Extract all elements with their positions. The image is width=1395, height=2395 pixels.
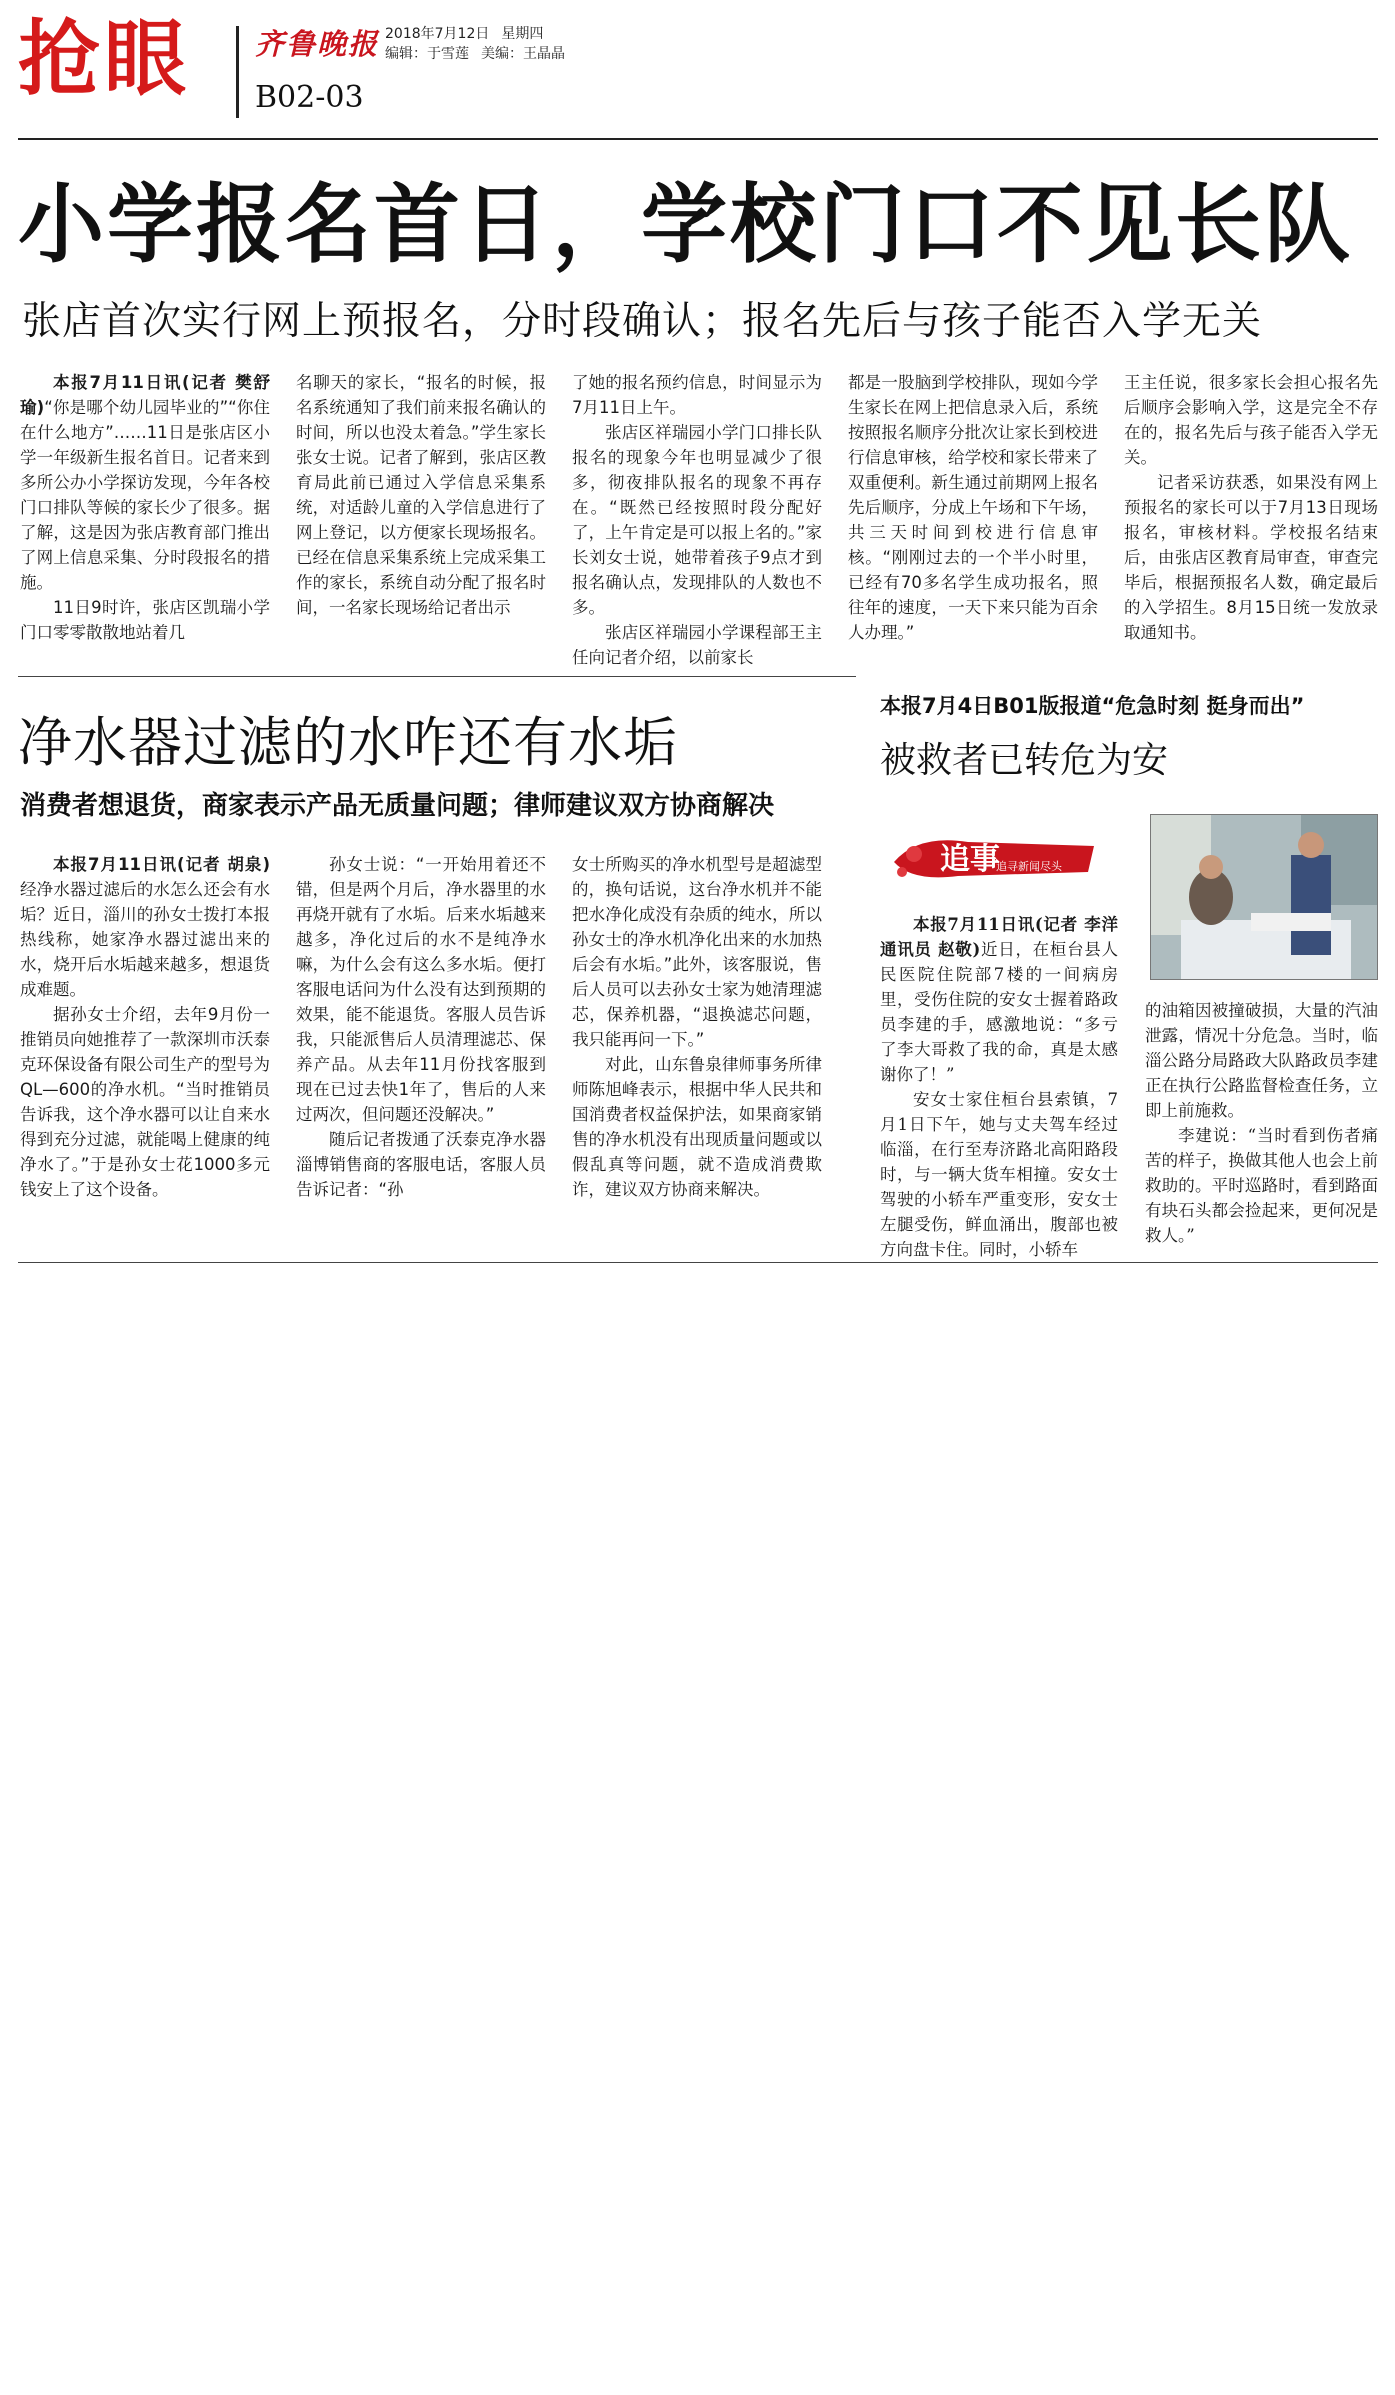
article2-col1-p2: 据孙女士介绍，去年9月份一推销员向她推荐了一款深圳市沃泰克环保设备有限公司生产的型号为QL—600的净水机。“当时推销员告诉我，这个净水器可以让自来水得到充分过滤，就能喝上健康的纯净水了。”于是孙女士花1000多元钱安上了这个设备。 [20,1005,270,1199]
article1-col1-p2: 11日9时许，张店区凯瑞小学门口零零散散地站着几 [20,598,270,642]
hospital-photo-art [1151,815,1378,980]
article3-col2-p1: 的油箱因被撞破损，大量的汽油泄露，情况十分危急。当时，临淄公路分局路政大队路政员李建正在执行公路监督检查任务，立即上前施救。 [1145,1001,1378,1120]
page-bottom-rule [18,1262,1378,1263]
article2-column-2 [296,852,546,1202]
article1-col5-p2: 记者采访获悉，如果没有网上预报名的家长可以于7月13日现场报名，审核材料。学校报名结束后，由张店区教育局审查，审查完毕后，根据预报名人数，确定最后的入学招生。8月15日统一发放录取通知书。 [1124,473,1378,642]
article1-subhead: 张店首次实行网上预报名，分时段确认；报名先后与孩子能否入学无关 [22,299,1263,344]
issue-weekday: 星期四 [501,26,544,42]
article3-kicker: 本报7月4日B01版报道“危急时刻 挺身而出” [880,694,1305,718]
article2-subhead: 消费者想退货，商家表示产品无质量问题；律师建议双方协商解决 [20,791,775,821]
article2-headline: 净水器过滤的水咋还有水垢 [18,711,678,774]
article2-column-1 [20,852,270,1202]
article3-column-1 [880,912,1118,1262]
article1-col3-p3: 张店区祥瑞园小学课程部王主任向记者介绍，以前家长 [572,623,822,667]
issue-date: 2018年7月12日 [385,26,490,42]
article1-headline: 小学报名首日，学校门口不见长队 [18,175,1353,275]
masthead-meta [385,24,577,64]
article3-col1-p2: 安女士家住桓台县索镇，7月1日下午，她与丈夫驾车经过临淄，在行至寿济路北高阳路段时，与一辆大货车相撞。安女士驾驶的小轿车严重变形，安女士左腿受伤，鲜血涌出，腹部也被方向盘卡住。同时，小轿车 [880,1090,1118,1259]
header-rule [18,138,1378,140]
article2-col3-p2: 对此，山东鲁泉律师事务所律师陈旭峰表示，根据中华人民共和国消费者权益保护法，如果商家销售的净水机没有出现质量问题或以假乱真等问题，就不造成消费欺诈，建议双方协商来解决。 [572,1055,822,1199]
editor-credit: 编辑：于雪莲 [385,46,469,62]
article2-col2-p2: 随后记者拨通了沃泰克净水器淄博销售商的客服电话，客服人员告诉记者：“孙 [296,1130,546,1199]
article1-dateline: 本报7月11日讯(记者 樊舒瑜) [20,373,270,417]
masthead-divider [236,26,239,118]
badge-subtitle: 追寻新闻尽头 [996,860,1062,873]
badge-title: 追事 [940,842,1000,877]
article3-col2-p2: 李建说：“当时看到伤者痛苦的样子，换做其他人也会上前救助的。平时巡路时，看到路面有块石头都会捡起来，更何况是救人。” [1145,1126,1378,1245]
article1-column-4 [848,370,1098,645]
article1-bottom-rule [18,676,856,677]
article3-column-2 [1145,998,1378,1248]
article2-col3-p1: 女士所购买的净水机型号是超滤型的，换句话说，这台净水机并不能把水净化成没有杂质的纯水，所以孙女士的净水机净化出来的水加热后会有水垢。”此外，该客服说，售后人员可以去孙女士家为她清理滤芯，保养机器，“退换滤芯问题，我只能再问一下。” [572,855,822,1049]
article1-column-1 [20,370,270,645]
article1-column-3 [572,370,822,670]
article2-dateline: 本报7月11日讯(记者 胡泉) [53,855,270,874]
zhuishi-badge [888,828,1100,890]
article1-col3-p2: 张店区祥瑞园小学门口排长队报名的现象今年也明显减少了很多，彻夜排队报名的现象不再存在。“既然已经按照时段分配好了，上午肯定是可以报上名的。”家长刘女士说，她带着孩子9点才到报名确认点，发现排队的人数也不多。 [572,423,822,617]
section-logo: 抢眼 [18,12,191,107]
designer-credit: 美编：王晶晶 [481,46,565,62]
newspaper-name: 齐鲁晚报 [255,27,380,61]
hospital-photo [1150,814,1378,980]
article1-col1-body: “你是哪个幼儿园毕业的”“你住在什么地方”……11日是张店区小学一年级新生报名首日。记者来到多所公办小学探访发现，今年各校门口排队等候的家长少了很多。据了解，这是因为张店教育部门推出了网上信息采集、分时段报名的措施。 [20,398,270,592]
article2-col2-p1: 孙女士说：“一开始用着还不错，但是两个月后，净水器里的水再烧开就有了水垢。后来水垢越来越多，净化过后的水不是纯净水嘛，为什么会有这么多水垢。便打客服电话问为什么没有达到预期的效果，能不能退货。客服人员告诉我，只能派售后人员清理滤芯、保养产品。从去年11月份找客服到现在已过去快1年了，售后的人来过两次，但问题还没解决。” [296,855,546,1124]
article1-col2-p1: 名聊天的家长，“报名的时候，报名系统通知了我们前来报名确认的时间，所以也没太着急。”学生家长张女士说。记者了解到，张店区教育局此前已通过入学信息采集系统，对适龄儿童的入学信息进行了网上登记，以方便家长现场报名。已经在信息采集系统上完成采集工作的家长，系统自动分配了报名时间，一名家长现场给记者出示 [296,373,546,617]
article1-col5-p1: 王主任说，很多家长会担心报名先后顺序会影响入学，这是完全不存在的，报名先后与孩子能否入学无关。 [1124,373,1378,467]
article3-headline: 被救者已转危为安 [880,740,1169,781]
article1-col4-p1: 都是一股脑到学校排队，现如今学生家长在网上把信息录入后，系统按照报名顺序分批次让家长到校进行信息审核，给学校和家长带来了双重便利。新生通过前期网上报名先后顺序，分成上午场和下午场，共三天时间到校进行信息审核。“刚刚过去的一个半小时里，已经有70多名学生成功报名，照往年的速度，一天下来只能为百余人办理。” [848,373,1098,642]
article2-col1-body: 经净水器过滤后的水怎么还会有水垢？近日，淄川的孙女士拨打本报热线称，她家净水器过滤出来的水，烧开后水垢越来越多，想退货成难题。 [20,880,270,999]
article1-column-2 [296,370,546,620]
article1-col3-p1: 了她的报名预约信息，时间显示为7月11日上午。 [572,373,822,417]
article1-column-5 [1124,370,1378,645]
article3-dateline: 本报7月11日讯(记者 李洋 通讯员 赵敬) [880,915,1118,959]
page-number: B02-03 [255,80,364,115]
article2-column-3 [572,852,822,1202]
article3-col1-body: 近日，在桓台县人民医院住院部7楼的一间病房里，受伤住院的安女士握着路政员李建的手，感激地说：“多亏了李大哥救了我的命，真是太感谢你了！” [880,940,1118,1084]
